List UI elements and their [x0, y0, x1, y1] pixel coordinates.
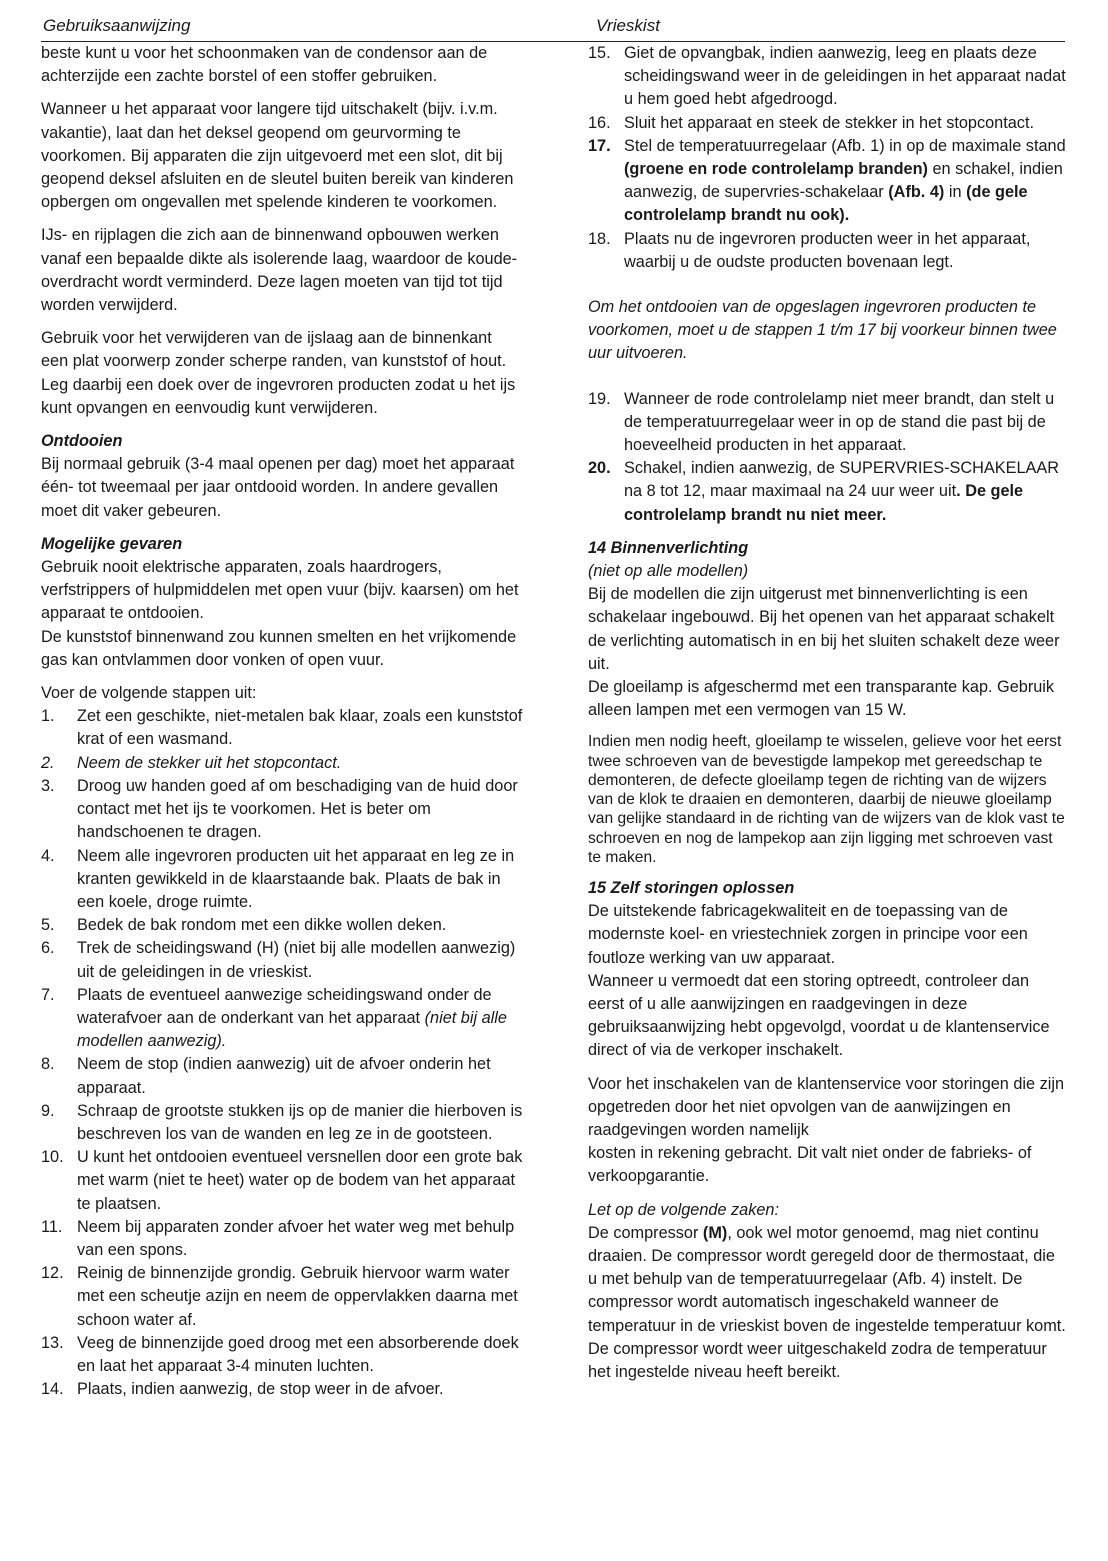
list-item — [41, 752, 523, 775]
left-column — [41, 42, 523, 1401]
list-text: Neem alle ingevroren producten uit het apparaat en leg ze in kranten gewikkeld in de klaarstaande bak. Plaats de bak in een koele, droge ruimte. — [77, 846, 515, 911]
list-item — [41, 937, 523, 983]
paragraph: IJs- en rijplagen die zich aan de binnenwand opbouwen werken vanaf een bepaalde dikte als isolerende laag, waardoor de koude-overdracht wordt verminderd. Deze lagen moeten van tijd tot tijd worden verwijderd. — [41, 226, 518, 315]
list-number: 6. — [41, 939, 55, 958]
list-item — [41, 1378, 523, 1401]
list-number: 5. — [41, 916, 55, 935]
paragraph: De kunststof binnenwand zou kunnen smelten en het vrijkomende gas kan ontvlammen door vonken of open vuur. — [41, 627, 517, 669]
list-text: Plaats, indien aanwezig, de stop weer in de afvoer. — [77, 1380, 444, 1399]
section-heading-storingen: 15 Zelf storingen oplossen — [588, 878, 795, 897]
page-header — [41, 14, 1065, 42]
text-run-bold: (Afb. 4) — [888, 183, 945, 202]
paragraph: Bij normaal gebruik (3-4 maal openen per dag) moet het apparaat één- tot tweemaal per jaar ontdooid worden. In andere gevallen moet dit vaker gebeuren. — [41, 455, 515, 520]
list-number: 11. — [41, 1217, 63, 1236]
list-text — [77, 984, 523, 1054]
text-run: in — [944, 183, 967, 202]
list-text: U kunt het ontdooien eventueel versnellen door een grote bak met warm (niet te heet) water op de bodem van het apparaat te plaatsen. — [77, 1148, 523, 1213]
list-item — [41, 914, 523, 937]
list-item — [588, 228, 1068, 274]
list-text: Neem de stop (indien aanwezig) uit de afvoer onderin het apparaat. — [77, 1055, 491, 1097]
text-run-bold: (groene en rode controlelamp branden) — [624, 160, 928, 179]
list-item — [588, 388, 1068, 458]
list-item — [588, 457, 1068, 527]
list-number: 4. — [41, 846, 55, 865]
list-number: 19. — [588, 389, 611, 408]
paragraph: kosten in rekening gebracht. Dit valt niet onder de fabrieks- of verkoopgarantie. — [588, 1144, 1032, 1186]
text-run-bold: (de gele controlelamp brandt nu ook). — [624, 183, 1028, 225]
list-number: 12. — [41, 1264, 64, 1283]
paragraph: Bij de modellen die zijn uitgerust met binnenverlichting is een schakelaar ingebouwd. Bij het openen van het apparaat schakelt de verlichting automatisch in en bij het sluiten schakelt deze weer uit. — [588, 585, 1060, 673]
list-number: 9. — [41, 1101, 55, 1120]
list-text: Wanneer de rode controlelamp niet meer brandt, dan stelt u de temperatuurregelaar weer in op de stand die past bij de hoeveelheid producten in het apparaat. — [624, 389, 1055, 455]
list-number: 3. — [41, 776, 55, 795]
list-text — [624, 457, 1068, 527]
paragraph-let-op: Let op de volgende zaken: — [588, 1200, 780, 1219]
paragraph — [588, 1222, 1068, 1384]
list-item — [41, 705, 523, 751]
paragraph: Leg daarbij een doek over de ingevroren producten zodat u het ijs kunt opvangen en eenvoudig kunt verwijderen. — [41, 375, 516, 417]
list-text: Plaats nu de ingevroren producten weer in het apparaat, waarbij u de oudste producten bovenaan legt. — [624, 229, 1031, 271]
note-paragraph: Om het ontdooien van de opgeslagen ingevroren producten te voorkomen, moet u de stappen 1 t/m 17 bij voorkeur binnen twee uur uitvoeren. — [588, 298, 1057, 363]
section-heading-binnenverlichting: 14 Binnenverlichting — [588, 538, 749, 557]
paragraph: Voer de volgende stappen uit: — [41, 684, 257, 703]
list-number: 2. — [41, 753, 55, 772]
list-number: 14. — [41, 1380, 64, 1399]
list-number: 20. — [588, 459, 611, 478]
text-run-bold: . De gele controlelamp brandt nu niet meer. — [624, 482, 1024, 524]
paragraph: Indien men nodig heeft, gloeilamp te wisselen, gelieve voor het eerst twee schroeven van de bevestigde lampekop met gereedschap te demonteren, de defecte gloeilamp tegen de richting van de wijzers van de klok te draaien en demonteren, daarbij de nieuwe gloeilamp van gelijke standaard in de richting van de wijzers van de klok vast te schroeven en nog de lampekop aan zijn ligging met schroeven vast te maken. — [588, 733, 1065, 866]
list-number: 17. — [588, 136, 611, 155]
list-item — [41, 1146, 523, 1216]
paragraph: Gebruik nooit elektrische apparaten, zoals haardrogers, verfstrippers of hulpmiddelen met open vuur (bijv. kaarsen) om het apparaat te ontdooien. — [41, 558, 519, 623]
right-column — [588, 42, 1068, 1384]
list-text: Trek de scheidingswand (H) (niet bij alle modellen aanwezig) uit de geleidingen in de vrieskist. — [77, 939, 516, 981]
list-number: 13. — [41, 1333, 64, 1352]
list-item — [588, 135, 1068, 228]
list-item — [41, 775, 523, 845]
list-item — [41, 984, 523, 1054]
list-number: 7. — [41, 985, 55, 1004]
text-run-bold: (M) — [702, 1223, 728, 1242]
paragraph: Voor het inschakelen van de klantenservice voor storingen die zijn opgetreden door het niet opvolgen van de aanwijzingen en raadgevingen worden namelijk — [588, 1074, 1065, 1139]
text-run: Schakel, indien aanwezig, de SUPERVRIES-SCHAKELAAR na 8 tot 12, maar maximaal na 24 uur weer uit — [624, 459, 1059, 501]
paragraph: De uitstekende fabricagekwaliteit en de toepassing van de modernste koel- en vriestechniek zorgen in principe voor een foutloze werking van uw apparaat. — [588, 902, 1028, 967]
text-run: De compressor — [588, 1223, 703, 1242]
list-number: 16. — [588, 113, 611, 132]
list-number: 10. — [41, 1148, 64, 1167]
list-text: Reinig de binnenzijde grondig. Gebruik hiervoor warm water met een scheutje azijn en neem de oppervlakken daarna met schoon water af. — [77, 1264, 518, 1329]
list-number: 18. — [588, 229, 611, 248]
list-text: Neem de stekker uit het stopcontact. — [77, 753, 342, 772]
list-item — [41, 1262, 523, 1332]
list-text: Droog uw handen goed af om beschadiging van de huid door contact met het ijs te voorkomen. Het is beter om handschoenen te dragen. — [77, 776, 518, 842]
list-text: Schraap de grootste stukken ijs op de manier die hierboven is beschreven los van de wanden en leg ze in de gootsteen. — [77, 1101, 523, 1143]
header-left-title: Gebruiksaanwijzing — [43, 16, 191, 35]
paragraph: Gebruik voor het verwijderen van de ijslaag aan de binnenkant een plat voorwerp zonder scherpe randen, van kunststof of hout. — [41, 329, 507, 371]
list-text — [624, 135, 1068, 228]
list-item — [588, 42, 1068, 112]
section-heading-gevaren: Mogelijke gevaren — [41, 534, 183, 553]
header-right-title: Vrieskist — [596, 16, 660, 35]
list-number: 8. — [41, 1055, 55, 1074]
list-text-main: Plaats de eventueel aanwezige scheidingswand onder de waterafvoer aan de onderkant van het apparaat — [77, 985, 492, 1027]
section-heading-ontdooien: Ontdooien — [41, 432, 123, 451]
list-text: Sluit het apparaat en steek de stekker in het stopcontact. — [624, 113, 1034, 132]
list-text: Veeg de binnenzijde goed droog met een absorberende doek en laat het apparaat 3-4 minuten luchten. — [77, 1333, 519, 1375]
paragraph: Wanneer u het apparaat voor langere tijd uitschakelt (bijv. i.v.m. vakantie), laat dan het deksel geopend om geurvorming te voorkomen. Bij apparaten die zijn uitgevoerd met een slot, dit bij geopend deksel afsluiten en de sleutel buiten bereik van kinderen opbergen om ongevallen met spelende kinderen te voorkomen. — [41, 100, 514, 212]
list-text: Bedek de bak rondom met een dikke wollen deken. — [77, 916, 447, 935]
list-item — [41, 1100, 523, 1146]
list-text: Neem bij apparaten zonder afvoer het water weg met behulp van een spons. — [77, 1217, 515, 1259]
list-number: 1. — [41, 707, 55, 726]
section-subheading: (niet op alle modellen) — [588, 562, 749, 581]
list-text-italic: (niet bij alle modellen aanwezig). — [77, 1008, 507, 1051]
list-item — [41, 1216, 523, 1262]
paragraph: De gloeilamp is afgeschermd met een transparante kap. Gebruik alleen lampen met een vermogen van 15 W. — [588, 678, 1055, 720]
text-run: , ook wel motor genoemd, mag niet continu draaien. De compressor wordt geregeld door de thermostaat, die u met behulp van de temperatuurregelaar (Afb. 4) instelt. De compressor wordt automatisch ingeschakeld wanneer de temperatuur in de vrieskist boven de ingestelde temperatuur komt. De compressor wordt weer uitgeschakeld zodra de temperatuur het ingestelde niveau heeft bereikt. — [588, 1223, 1066, 1381]
list-number: 15. — [588, 44, 611, 62]
list-item — [588, 112, 1068, 135]
text-run: Stel de temperatuurregelaar (Afb. 1) in op de maximale stand — [624, 136, 1066, 155]
text-run: en schakel, indien aanwezig, de supervries-schakelaar — [624, 160, 1063, 202]
list-item — [41, 845, 523, 915]
list-item — [41, 1332, 523, 1378]
list-item — [41, 1053, 523, 1099]
list-text: Giet de opvangbak, indien aanwezig, leeg en plaats deze scheidingswand weer in de geleidingen in het apparaat nadat u hem goed hebt afgedroogd. — [624, 44, 1066, 109]
paragraph: beste kunt u voor het schoonmaken van de condensor aan de achterzijde een zachte borstel of een stoffer gebruiken. — [41, 44, 488, 86]
list-text: Zet een geschikte, niet-metalen bak klaar, zoals een kunststof krat of een wasmand. — [77, 707, 523, 749]
paragraph: Wanneer u vermoedt dat een storing optreedt, controleer dan eerst of u alle aanwijzingen en raadgevingen in deze gebruiksaanwijzing hebt opgevolgd, voordat u de klantenservice direct of via de verkoper inschakelt. — [588, 971, 1050, 1060]
